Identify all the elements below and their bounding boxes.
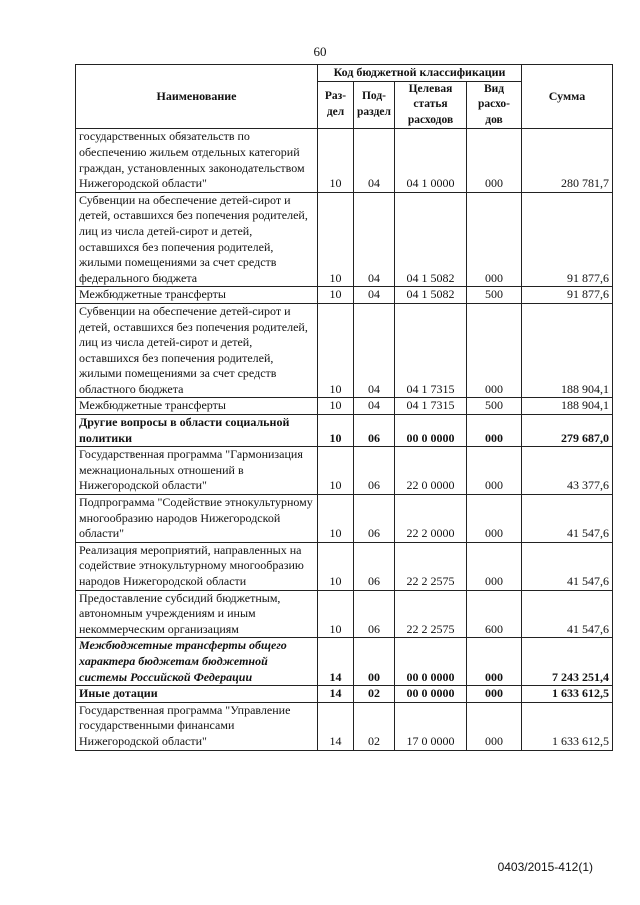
row-target-cell: 04 1 7315 xyxy=(395,398,467,415)
header-section: Раз- дел xyxy=(318,81,354,129)
row-sum-cell: 41 547,6 xyxy=(522,590,613,638)
budget-table xyxy=(75,64,613,751)
row-section-cell: 14 xyxy=(318,686,354,703)
table-body xyxy=(76,129,613,750)
row-target-cell: 04 1 0000 xyxy=(395,129,467,192)
row-sum-cell: 188 904,1 xyxy=(522,303,613,398)
table-row xyxy=(76,398,613,415)
row-name-cell: Подпрограмма "Содействие этнокультурному многообразию народов Нижегородской области" xyxy=(76,495,318,543)
row-subsection-cell: 04 xyxy=(354,287,395,304)
header-type: Вид расхо- дов xyxy=(467,81,522,129)
row-target-cell: 22 2 0000 xyxy=(395,495,467,543)
row-subsection-cell: 04 xyxy=(354,192,395,287)
row-target-cell: 00 0 0000 xyxy=(395,415,467,447)
table-row xyxy=(76,542,613,590)
row-type-cell: 000 xyxy=(467,129,522,192)
row-type-cell: 000 xyxy=(467,495,522,543)
header-target: Целевая статья расходов xyxy=(395,81,467,129)
row-section-cell: 10 xyxy=(318,398,354,415)
row-section-cell: 10 xyxy=(318,495,354,543)
row-type-cell: 000 xyxy=(467,192,522,287)
row-section-cell: 14 xyxy=(318,638,354,686)
row-subsection-cell: 02 xyxy=(354,686,395,703)
header-name: Наименование xyxy=(76,65,318,129)
row-target-cell: 17 0 0000 xyxy=(395,702,467,750)
row-sum-cell: 280 781,7 xyxy=(522,129,613,192)
row-subsection-cell: 04 xyxy=(354,303,395,398)
row-name-cell: Государственная программа "Гармонизация межнациональных отношений в Нижегородской области" xyxy=(76,447,318,495)
row-target-cell: 04 1 5082 xyxy=(395,192,467,287)
row-sum-cell: 1 633 612,5 xyxy=(522,686,613,703)
row-sum-cell: 41 547,6 xyxy=(522,495,613,543)
row-type-cell: 000 xyxy=(467,702,522,750)
row-sum-cell: 1 633 612,5 xyxy=(522,702,613,750)
row-subsection-cell: 06 xyxy=(354,415,395,447)
row-sum-cell: 279 687,0 xyxy=(522,415,613,447)
row-target-cell: 22 2 2575 xyxy=(395,590,467,638)
row-target-cell: 04 1 5082 xyxy=(395,287,467,304)
row-section-cell: 10 xyxy=(318,542,354,590)
row-section-cell: 10 xyxy=(318,303,354,398)
table-row xyxy=(76,686,613,703)
row-name-cell: государственных обязательств по обеспечению жильем отдельных категорий граждан, установленных законодательством Нижегородской области" xyxy=(76,129,318,192)
row-sum-cell: 91 877,6 xyxy=(522,287,613,304)
table-row xyxy=(76,287,613,304)
row-section-cell: 14 xyxy=(318,702,354,750)
table-row xyxy=(76,415,613,447)
header-sum: Сумма xyxy=(522,65,613,129)
row-subsection-cell: 00 xyxy=(354,638,395,686)
row-type-cell: 000 xyxy=(467,447,522,495)
table-row xyxy=(76,590,613,638)
row-target-cell: 00 0 0000 xyxy=(395,686,467,703)
table-row xyxy=(76,702,613,750)
row-subsection-cell: 04 xyxy=(354,398,395,415)
table-row xyxy=(76,192,613,287)
row-name-cell: Межбюджетные трансферты xyxy=(76,287,318,304)
row-section-cell: 10 xyxy=(318,129,354,192)
row-target-cell: 22 2 2575 xyxy=(395,542,467,590)
row-subsection-cell: 06 xyxy=(354,590,395,638)
row-type-cell: 000 xyxy=(467,686,522,703)
row-type-cell: 600 xyxy=(467,590,522,638)
row-subsection-cell: 06 xyxy=(354,542,395,590)
row-type-cell: 500 xyxy=(467,398,522,415)
table-row xyxy=(76,447,613,495)
row-subsection-cell: 06 xyxy=(354,447,395,495)
row-sum-cell: 91 877,6 xyxy=(522,192,613,287)
row-target-cell: 00 0 0000 xyxy=(395,638,467,686)
row-name-cell: Субвенции на обеспечение детей-сирот и детей, оставшихся без попечения родителей, лиц из числа детей-сирот и детей, оставшихся без попечения родителей, жилыми помещениями за счет средств федерального бюджета xyxy=(76,192,318,287)
row-subsection-cell: 04 xyxy=(354,129,395,192)
table-row xyxy=(76,638,613,686)
row-name-cell: Реализация мероприятий, направленных на содействие этнокультурному многообразию народов Нижегородской области xyxy=(76,542,318,590)
header-code-group: Код бюджетной классификации xyxy=(318,65,522,82)
row-sum-cell: 43 377,6 xyxy=(522,447,613,495)
table-header xyxy=(76,65,613,129)
row-section-cell: 10 xyxy=(318,447,354,495)
row-section-cell: 10 xyxy=(318,590,354,638)
row-name-cell: Субвенции на обеспечение детей-сирот и детей, оставшихся без попечения родителей, лиц из числа детей-сирот и детей, оставшихся без попечения родителей, жилыми помещениями за счет средств областного бюджета xyxy=(76,303,318,398)
header-subsection: Под- раздел xyxy=(354,81,395,129)
row-section-cell: 10 xyxy=(318,415,354,447)
row-section-cell: 10 xyxy=(318,192,354,287)
row-name-cell: Государственная программа "Управление государственными финансами Нижегородской области" xyxy=(76,702,318,750)
row-section-cell: 10 xyxy=(318,287,354,304)
row-target-cell: 04 1 7315 xyxy=(395,303,467,398)
row-type-cell: 000 xyxy=(467,415,522,447)
row-target-cell: 22 0 0000 xyxy=(395,447,467,495)
row-sum-cell: 188 904,1 xyxy=(522,398,613,415)
table-row xyxy=(76,303,613,398)
table-row xyxy=(76,129,613,192)
row-name-cell: Другие вопросы в области социальной политики xyxy=(76,415,318,447)
row-name-cell: Иные дотации xyxy=(76,686,318,703)
document-code: 0403/2015-412(1) xyxy=(497,860,593,874)
row-subsection-cell: 02 xyxy=(354,702,395,750)
row-name-cell: Предоставление субсидий бюджетным, автономным учреждениям и иным некоммерческим организациям xyxy=(76,590,318,638)
row-type-cell: 000 xyxy=(467,638,522,686)
row-sum-cell: 41 547,6 xyxy=(522,542,613,590)
row-name-cell: Межбюджетные трансферты xyxy=(76,398,318,415)
row-name-cell: Межбюджетные трансферты общего характера бюджетам бюджетной системы Российской Федерации xyxy=(76,638,318,686)
page-number: 60 xyxy=(313,44,327,59)
row-type-cell: 000 xyxy=(467,303,522,398)
row-subsection-cell: 06 xyxy=(354,495,395,543)
row-type-cell: 500 xyxy=(467,287,522,304)
table-row xyxy=(76,495,613,543)
row-sum-cell: 7 243 251,4 xyxy=(522,638,613,686)
row-type-cell: 000 xyxy=(467,542,522,590)
